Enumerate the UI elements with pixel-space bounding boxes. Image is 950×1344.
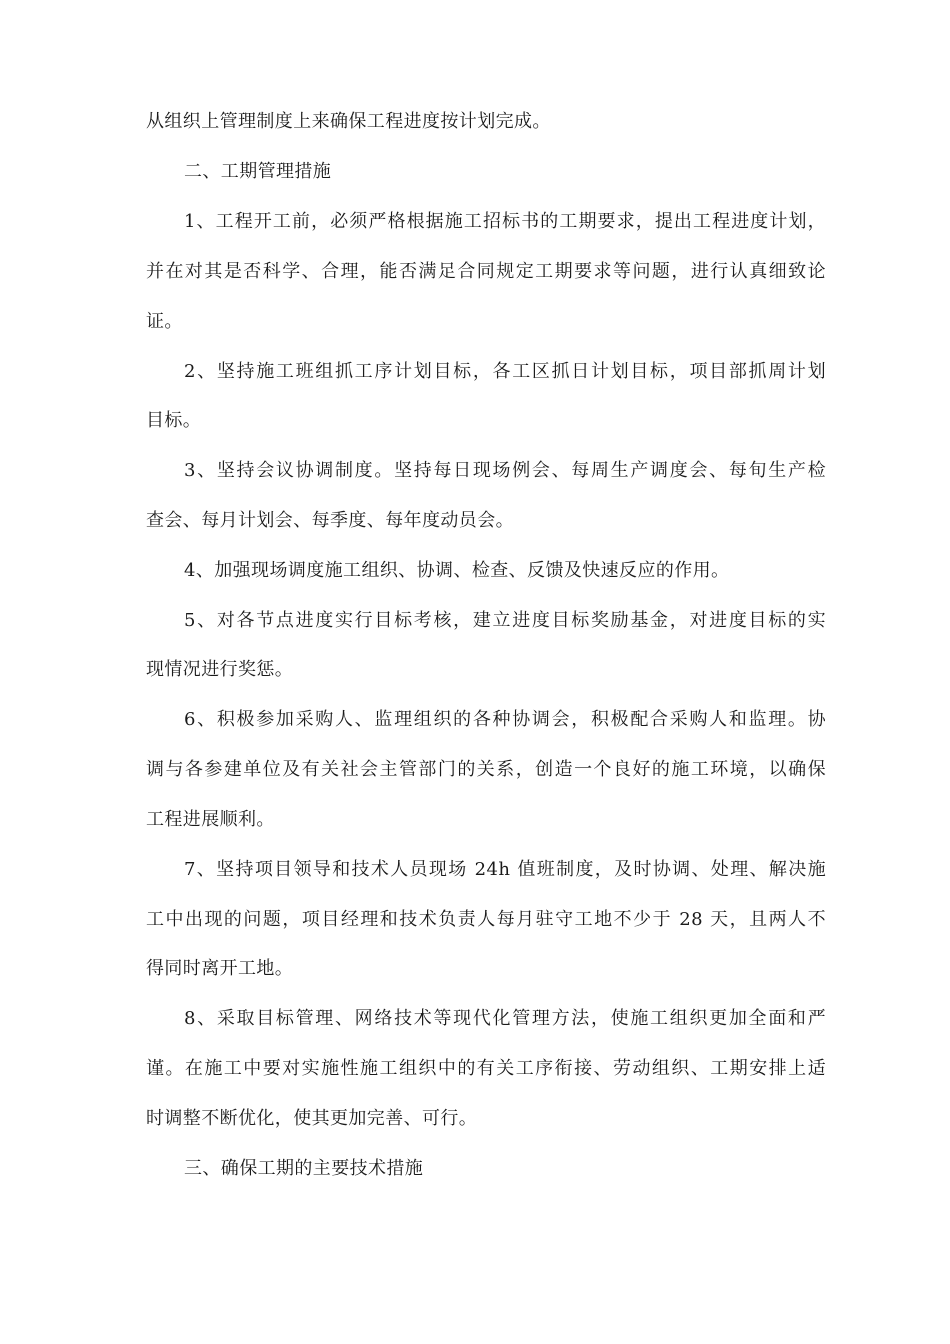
text-line: 调与各参建单位及有关社会主管部门的关系，创造一个良好的施工环境，以确保 [146, 759, 826, 780]
text-line: 并在对其是否科学、合理，能否满足合同规定工期要求等问题，进行认真细致论 [146, 261, 826, 282]
text-line: 得同时离开工地。 [146, 958, 294, 979]
text-line: 工程进展顺利。 [146, 809, 275, 830]
text-line: 时调整不断优化，使其更加完善、可行。 [146, 1108, 478, 1129]
text-line: 工中出现的问题，项目经理和技术负责人每月驻守工地不少于 28 天，且两人不 [146, 909, 826, 930]
text-line: 4、加强现场调度施工组织、协调、检查、反馈及快速反应的作用。 [184, 560, 730, 581]
text-line: 5、对各节点进度实行目标考核，建立进度目标奖励基金，对进度目标的实 [184, 610, 826, 631]
text-line: 3、坚持会议协调制度。坚持每日现场例会、每周生产调度会、每旬生产检 [184, 460, 826, 481]
text-line: 现情况进行奖惩。 [146, 659, 294, 680]
text-line: 谨。在施工中要对实施性施工组织中的有关工序衔接、劳动组织、工期安排上适 [146, 1058, 826, 1079]
text-line: 7、坚持项目领导和技术人员现场 24h 值班制度，及时协调、处理、解决施 [184, 859, 826, 880]
text-line: 6、积极参加采购人、监理组织的各种协调会，积极配合采购人和监理。协 [184, 709, 826, 730]
text-line: 目标。 [146, 410, 202, 431]
text-line: 查会、每月计划会、每季度、每年度动员会。 [146, 510, 514, 531]
text-line: 从组织上管理制度上来确保工程进度按计划完成。 [146, 111, 551, 132]
text-line: 证。 [146, 311, 183, 332]
text-line: 1、工程开工前，必须严格根据施工招标书的工期要求，提出工程进度计划， [184, 211, 826, 232]
text-line: 8、采取目标管理、网络技术等现代化管理方法，使施工组织更加全面和严 [184, 1008, 826, 1029]
section-heading: 二、工期管理措施 [184, 161, 332, 182]
section-heading: 三、确保工期的主要技术措施 [184, 1158, 424, 1179]
text-line: 2、坚持施工班组抓工序计划目标，各工区抓日计划目标，项目部抓周计划 [184, 361, 826, 382]
